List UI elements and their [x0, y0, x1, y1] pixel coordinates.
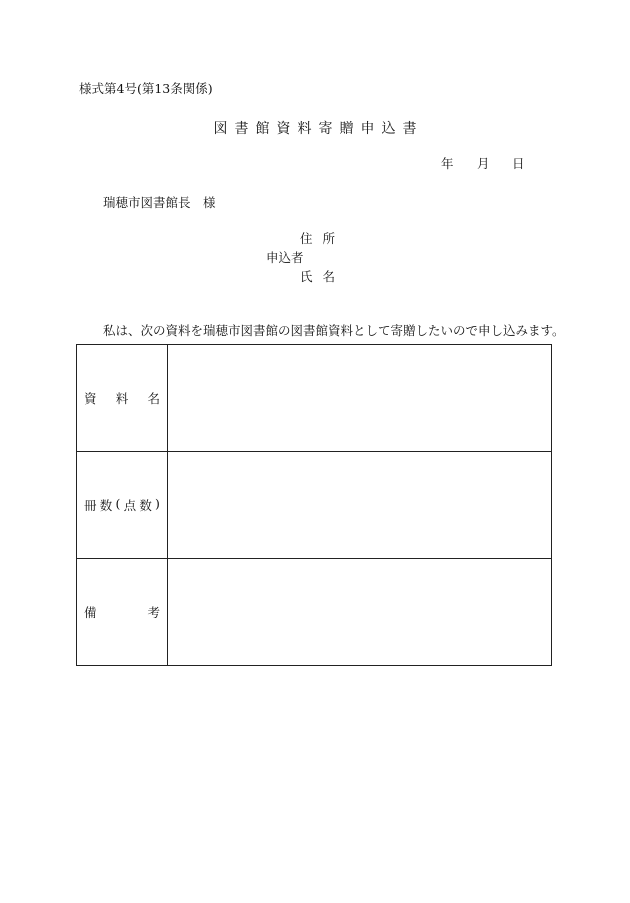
table-row	[77, 452, 552, 559]
date-month-label: 月	[477, 156, 490, 171]
material-name-field[interactable]	[168, 345, 552, 452]
table-row	[77, 559, 552, 666]
quantity-label: 冊 数 ( 点 数 )	[84, 496, 160, 513]
remarks-field[interactable]	[168, 559, 552, 666]
remarks-label: 備 考	[84, 605, 160, 620]
quantity-field[interactable]	[168, 452, 552, 559]
date-year-label: 年	[441, 156, 454, 171]
row-label-cell	[77, 345, 168, 452]
application-statement: 私は、次の資料を瑞穂市図書館の図書館資料として寄贈したいので申し込みます。	[103, 323, 565, 338]
date-day-label: 日	[512, 156, 525, 171]
document-title: 図書館資料寄贈申込書	[213, 121, 424, 137]
applicant-name-label: 氏名	[300, 269, 346, 284]
material-name-label: 資 料 名	[84, 391, 160, 406]
form-number: 様式第4号(第13条関係)	[79, 81, 213, 96]
addressee: 瑞穂市図書館長 様	[103, 195, 216, 210]
row-label-cell	[77, 559, 168, 666]
applicant-label: 申込者	[266, 250, 304, 265]
table-row	[77, 345, 552, 452]
donation-table	[76, 344, 552, 666]
applicant-address-label: 住所	[300, 231, 346, 246]
row-label-cell	[77, 452, 168, 559]
